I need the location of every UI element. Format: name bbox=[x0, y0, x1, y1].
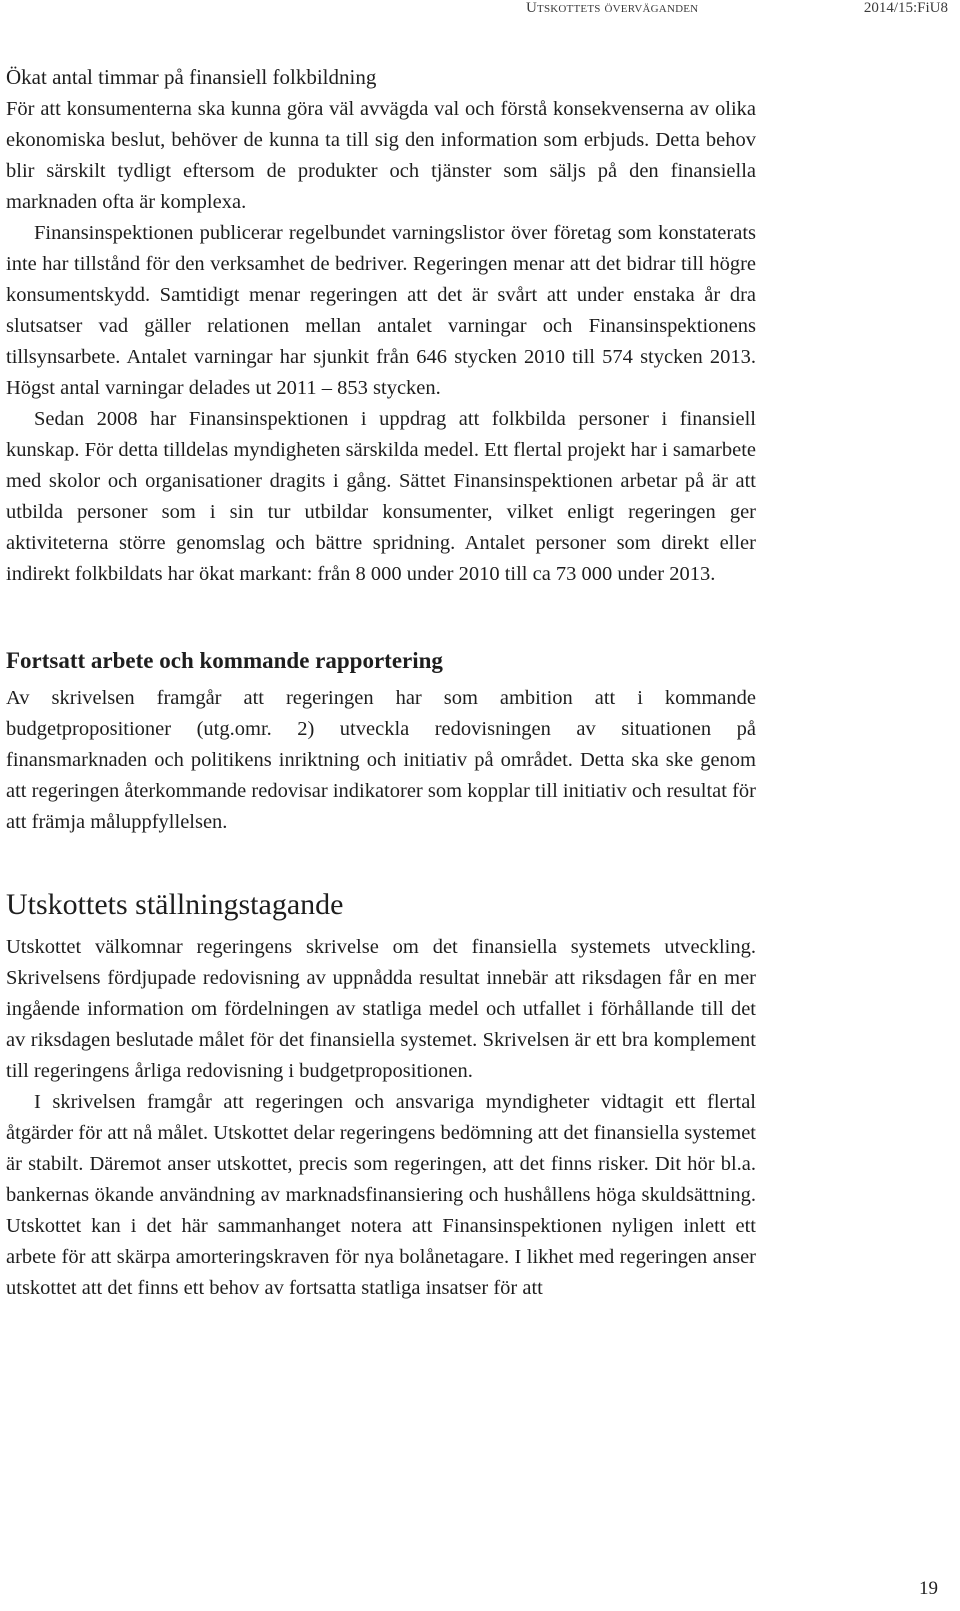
paragraph: I skrivelsen framgår att regeringen och ansvariga myndigheter vidtagit ett flertal åtgärder för att nå målet. Utskottet delar regeringens bedömning att det finansiella systemet är stabilt. Däremot anser utskottet, precis som regeringen, att det finns risker. Dit hör bl.a. bankernas ökande användning av marknadsfinansiering och hushållens höga skuldsättning. Utskottet kan i det här sammanhanget notera att Finansinspektionen nyligen inlett ett arbete för att skärpa amorteringskraven för nya bolånetagare. I likhet med regeringen anser utskottet att det finns ett behov av fortsatta statliga insatser för att bbox=[6, 1091, 756, 1299]
document-reference: 2014/15:FiU8 bbox=[863, 0, 948, 16]
paragraph: För att konsumenterna ska kunna göra väl avvägda val och förstå konsekvenserna av olika ekonomiska beslut, behöver de kunna ta till sig den information som erbjuds. Detta behov blir särskilt tydligt eftersom de produkter och tjänster som säljs på den finansiella marknaden ofta är komplexa. bbox=[6, 98, 756, 213]
page-body bbox=[6, 62, 756, 1304]
heading-committee-position: Utskottets ställningstagande bbox=[6, 888, 344, 921]
paragraph: Utskottet välkomnar regeringens skrivelse om det finansiella systemets utveckling. Skrivelsens fördjupade redovisning av uppnådda resultat innebär att riksdagen får en mer ingående information om fördelningen av statliga medel och utfallet i förhållande till det av riksdagen beslutade målet för det finansiella systemet. Skrivelsen är ett bra komplement till regeringens årliga redovisning i budgetpropositionen. bbox=[6, 936, 756, 1082]
running-header bbox=[0, 0, 960, 24]
heading-continued-work: Fortsatt arbete och kommande rapportering bbox=[6, 648, 443, 673]
subheading-financial-education: Ökat antal timmar på finansiell folkbildning bbox=[6, 65, 377, 89]
running-header-section: Utskottets överväganden bbox=[526, 0, 699, 16]
page-number: 19 bbox=[919, 1578, 938, 1599]
paragraph: Sedan 2008 har Finansinspektionen i uppdrag att folkbilda personer i finansiell kunskap. För detta tilldelas myndigheten särskilda medel. Ett flertal projekt har i samarbete med skolor och organisationer dragits i gång. Sättet Finansinspektionen arbetar på är att utbilda personer som i sin tur utbildar konsumenter, vilket enligt regeringen ger aktiviteterna större genomslag och bättre spridning. Antalet personer som direkt eller indirekt folkbildats har ökat markant: från 8 000 under 2010 till ca 73 000 under 2013. bbox=[6, 408, 756, 585]
paragraph: Av skrivelsen framgår att regeringen har som ambition att i kommande budgetpropositioner (utg.omr. 2) utveckla redovisningen av situationen på finansmarknaden och politikens inriktning och initiativ på området. Detta ska ske genom att regeringen återkommande redovisar indikatorer som kopplar till initiativ och resultat för att främja måluppfyllelsen. bbox=[6, 687, 756, 833]
paragraph: Finansinspektionen publicerar regelbundet varningslistor över företag som konstaterats inte har tillstånd för den verksamhet de bedriver. Regeringen menar att det bidrar till högre konsumentskydd. Samtidigt menar regeringen att det är svårt att under enstaka år dra slutsatser vad gäller relationen mellan antalet varningar och Finansinspektionens tillsynsarbete. Antalet varningar har sjunkit från 646 stycken 2010 till 574 stycken 2013. Högst antal varningar delades ut 2011 – 853 stycken. bbox=[6, 222, 756, 399]
